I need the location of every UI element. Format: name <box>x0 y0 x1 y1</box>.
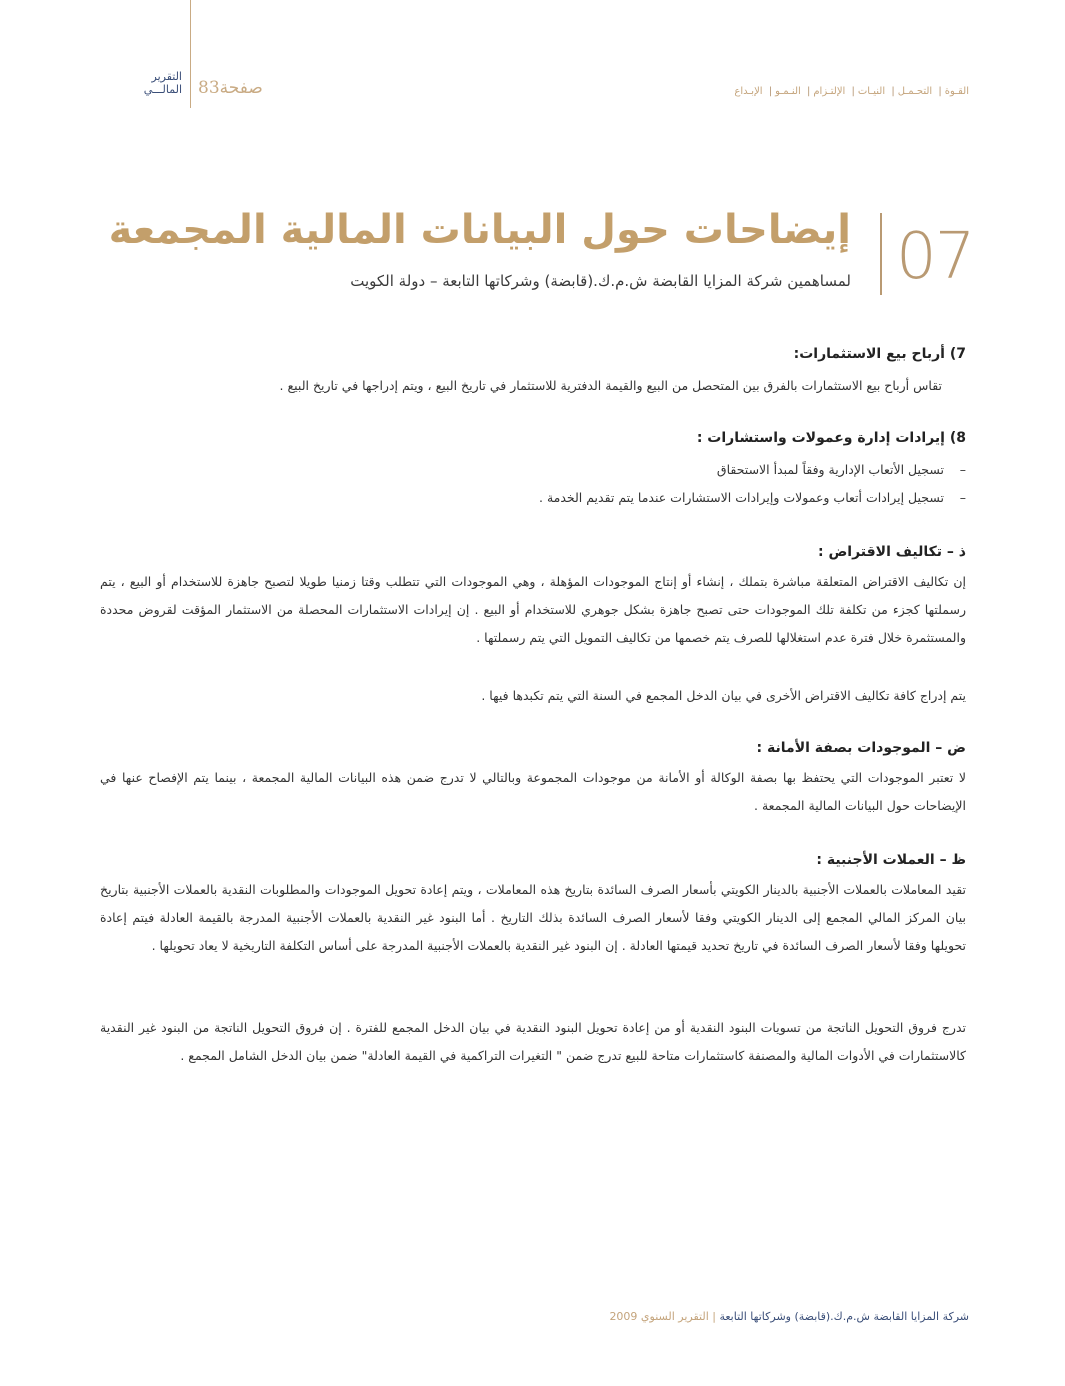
nav-item: الإلتـزام <box>813 86 846 97</box>
nav-item: التحـمـل <box>897 86 933 97</box>
text-borrowing-costs-2: يتم إدراج كافة تكاليف الاقتراض الأخرى في بيان الدخل المجمع في السنة التي يتم تكبدها فيها . <box>481 688 966 703</box>
section-divider <box>880 213 882 295</box>
nav-item: النـمـو <box>775 86 801 97</box>
text-investment-gains: تقاس أرباح بيع الاستثمارات بالفرق بين المتحصل من البيع والقيمة الدفترية للاستثمار في تاريخ البيع ، ويتم إدراجها في تاريخ البيع . <box>279 378 942 393</box>
section-title: إيضاحات حول البيانات المالية المجمعة <box>108 207 851 253</box>
bullet-text: تسجيل إيرادات أتعاب وعمولات وإيرادات الاستشارات عندما يتم تقديم الخدمة . <box>539 490 944 505</box>
report-label-line1: التقرير <box>151 70 182 83</box>
footer-report: التقرير السنوي 2009 <box>609 1310 709 1323</box>
bullet-item: –تسجيل الأتعاب الإدارية وفقاً لمبدأ الاستحقاق <box>716 462 966 477</box>
bullet-item: –تسجيل إيرادات أتعاب وعمولات وإيرادات الاستشارات عندما يتم تقديم الخدمة . <box>539 490 966 505</box>
section-subtitle: لمساهمين شركة المزايا القابضة ش.م.ك.(قابضة) وشركاتها التابعة – دولة الكويت <box>350 272 851 290</box>
text-fiduciary-assets: لا تعتبر الموجودات التي يحتفظ بها بصفة الوكالة أو الأمانة من موجودات المجموعة وبالتالي لا تدرج ضمن هذه البيانات المالية المجمعة ، بينما يتم الإفصاح عنها في الإيضاحات حول البيانات المالية المجمعة . <box>100 770 966 813</box>
page-number: صفحة83 <box>198 78 263 98</box>
report-label <box>120 70 182 96</box>
section-number: 07 <box>896 220 974 294</box>
header-nav: القـوة| التحـمـل| النيـات| الإلتـزام| النـمـو| الإبـداع <box>734 86 969 97</box>
heading-borrowing-costs: ذ – تكاليف الاقتراض : <box>817 544 966 560</box>
text-foreign-currencies-2: تدرج فروق التحويل الناتجة من تسويات البنود النقدية أو من إعادة تحويل البنود النقدية في بيان الدخل المجمع للفترة . إن فروق التحويل الناتجة من البنود غير النقدية كالاستثمارات في الأدوات المالية والمصنفة كاستثمارات متاحة للبيع تدرج ضمن " التغيرات التراكمية في القيمة العادلة" ضمن بيان الدخل الشامل المجمع . <box>100 1020 966 1063</box>
footer-company: شركة المزايا القابضة ش.م.ك.(قابضة) وشركاتها التابعة <box>719 1310 969 1323</box>
text-borrowing-costs: إن تكاليف الاقتراض المتعلقة مباشرة بتملك ، إنشاء أو إنتاج الموجودات المؤهلة ، وهي الموجودات التي تتطلب وقتا زمنيا طويلا لتصبح جاهزة للاستخدام أو البيع ، يتم رسملتها كجزء من تكلفة تلك الموجودات حتى تصبح جاهزة بشكل جوهري للاستخدام أو البيع . إن إيرادات الاستثمارات المحصلة من الاستثمار المؤقت لقروض محددة والمستثمرة خلال فترة عدم استغلالها للصرف يتم خصمها من تكاليف التمويل التي يتم رسملتها . <box>100 574 966 645</box>
nav-item: القـوة <box>944 86 969 97</box>
nav-item: النيـات <box>857 86 886 97</box>
bullet-text: تسجيل الأتعاب الإدارية وفقاً لمبدأ الاستحقاق <box>716 462 944 477</box>
footer: شركة المزايا القابضة ش.م.ك.(قابضة) وشركاتها التابعة | التقرير السنوي 2009 <box>609 1310 969 1323</box>
heading-foreign-currencies: ظ – العملات الأجنبية : <box>816 852 966 868</box>
header-divider-line <box>190 0 191 108</box>
heading-fiduciary-assets: ض – الموجودات بصفة الأمانة : <box>756 740 966 756</box>
heading-management-fees: 8) إيرادات إدارة وعمولات واستشارات : <box>696 430 966 446</box>
heading-investment-gains: 7) أرباح بيع الاستثمارات: <box>793 346 966 362</box>
nav-item: الإبـداع <box>734 86 763 97</box>
report-label-line2: المالـــي <box>143 83 182 96</box>
text-foreign-currencies: تقيد المعاملات بالعملات الأجنبية بالدينار الكويتي بأسعار الصرف السائدة بتاريخ هذه المعاملات ، ويتم إعادة تحويل الموجودات والمطلوبات النقدية بالعملات الأجنبية بتاريخ بيان المركز المالي المجمع إلى الدينار الكويتي وفقا لأسعار الصرف السائدة بذلك التاريخ . أما البنود غير النقدية بالعملات الأجنبية المدرجة بالقيمة العادلة فيتم إعادة تحويلها وفقا لأسعار الصرف السائدة في تاريخ تحديد قيمتها العادلة . إن البنود غير النقدية بالعملات الأجنبية المدرجة على أساس التكلفة التاريخية لا يعاد تحويلها . <box>100 882 966 953</box>
